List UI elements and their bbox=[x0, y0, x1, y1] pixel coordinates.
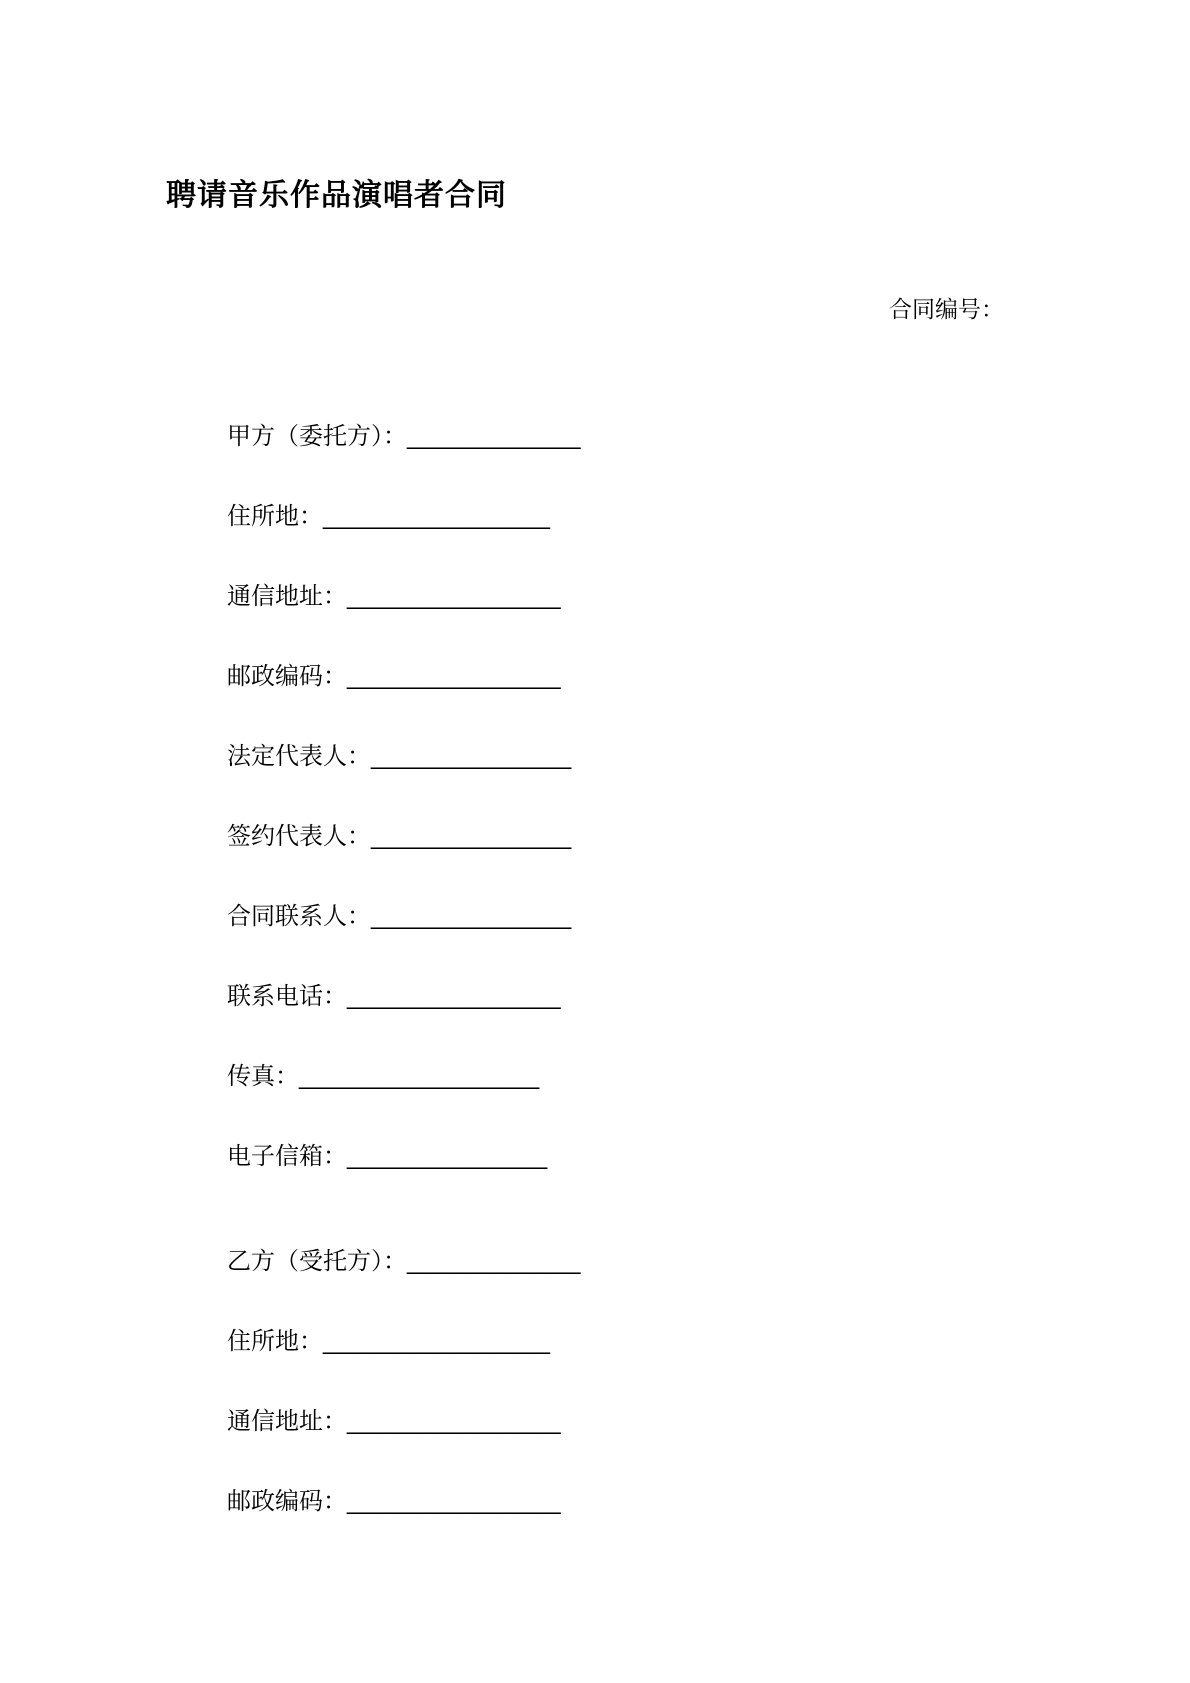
field-line bbox=[227, 637, 581, 717]
field-label: 通信地址： bbox=[227, 1408, 347, 1435]
contract-number-label: 合同编号： bbox=[889, 296, 1004, 322]
field-blank[interactable]: ________________ bbox=[347, 1488, 561, 1515]
field-label: 电子信箱： bbox=[227, 1143, 347, 1170]
field-label: 联系电话： bbox=[227, 983, 347, 1010]
field-label: 邮政编码： bbox=[227, 1488, 347, 1515]
field-blank[interactable]: _____________ bbox=[407, 423, 581, 450]
field-line bbox=[227, 1117, 581, 1197]
field-line bbox=[227, 877, 581, 957]
field-line bbox=[227, 1462, 581, 1542]
field-blank[interactable]: ________________ bbox=[347, 983, 561, 1010]
field-line bbox=[227, 957, 581, 1037]
field-line bbox=[227, 477, 581, 557]
field-blank[interactable]: _________________ bbox=[323, 1328, 550, 1355]
party-a-section bbox=[227, 397, 581, 1197]
field-line bbox=[227, 557, 581, 637]
field-line bbox=[227, 797, 581, 877]
field-blank[interactable]: _______________ bbox=[371, 743, 572, 770]
field-label: 乙方（受托方）： bbox=[227, 1248, 407, 1275]
field-label: 通信地址： bbox=[227, 583, 347, 610]
field-line bbox=[227, 1222, 581, 1302]
field-label: 邮政编码： bbox=[227, 663, 347, 690]
field-label: 传真： bbox=[227, 1063, 299, 1090]
field-blank[interactable]: ________________ bbox=[347, 583, 561, 610]
field-line bbox=[227, 717, 581, 797]
field-label: 住所地： bbox=[227, 1328, 323, 1355]
document-title: 聘请音乐作品演唱者合同 bbox=[166, 179, 507, 212]
field-line bbox=[227, 397, 581, 477]
field-blank[interactable]: ________________ bbox=[347, 1408, 561, 1435]
field-blank[interactable]: _______________ bbox=[371, 903, 572, 930]
field-line bbox=[227, 1382, 581, 1462]
field-blank[interactable]: ________________ bbox=[347, 663, 561, 690]
party-b-section bbox=[227, 1222, 581, 1542]
field-line bbox=[227, 1037, 581, 1117]
field-label: 合同联系人： bbox=[227, 903, 371, 930]
field-blank[interactable]: _______________ bbox=[371, 823, 572, 850]
field-blank[interactable]: __________________ bbox=[299, 1063, 540, 1090]
field-line bbox=[227, 1302, 581, 1382]
field-blank[interactable]: _____________ bbox=[407, 1248, 581, 1275]
field-label: 法定代表人： bbox=[227, 743, 371, 770]
field-blank[interactable]: _______________ bbox=[347, 1143, 548, 1170]
field-label: 住所地： bbox=[227, 503, 323, 530]
field-label: 甲方（委托方）： bbox=[227, 423, 407, 450]
field-blank[interactable]: _________________ bbox=[323, 503, 550, 530]
field-label: 签约代表人： bbox=[227, 823, 371, 850]
